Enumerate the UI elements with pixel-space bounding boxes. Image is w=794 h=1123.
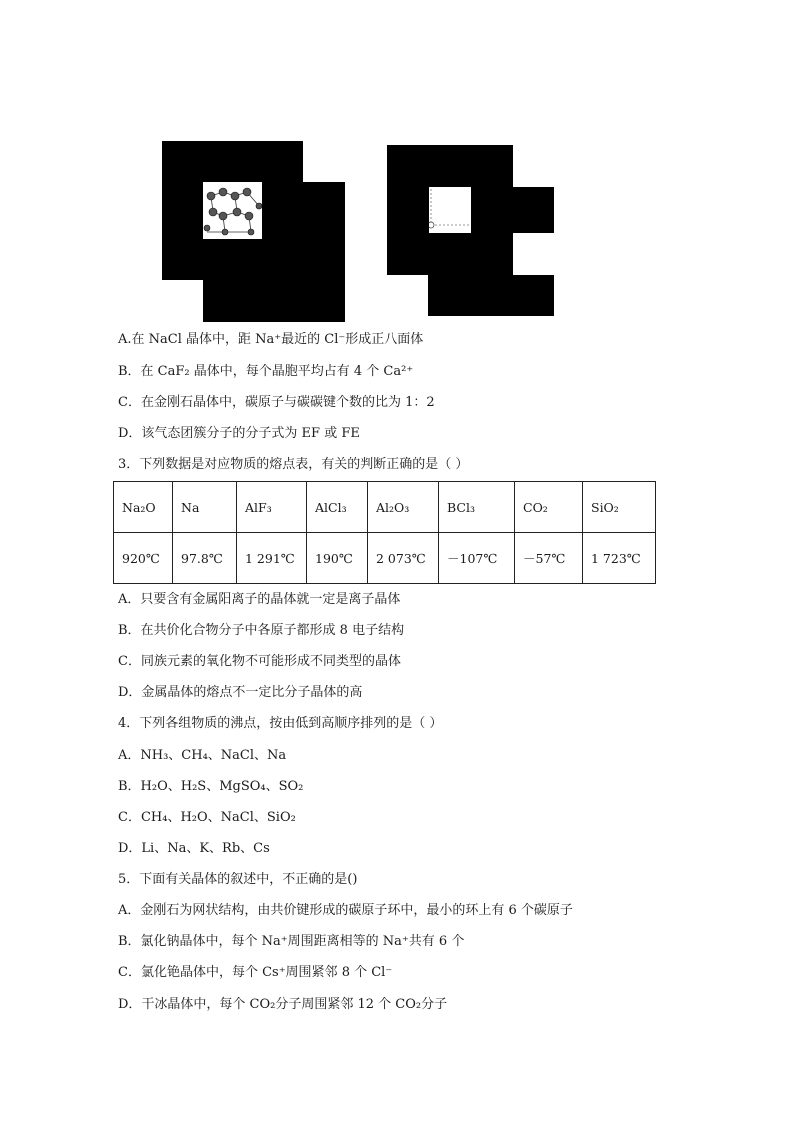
table-header-cell: BCl₃ — [439, 482, 515, 533]
q5-stem: 5．下面有关晶体的叙述中，不正确的是() — [118, 872, 358, 887]
table-row — [114, 533, 656, 584]
table-header-cell: Na₂O — [114, 482, 173, 533]
q4-option-a: A．NH₃、CH₄、NaCl、Na — [118, 748, 287, 763]
table-cell: －57℃ — [515, 533, 583, 584]
melting-point-table — [113, 481, 656, 584]
table-header-cell: AlF₃ — [237, 482, 307, 533]
table-cell: 920℃ — [114, 533, 173, 584]
q3-option-d: D．金属晶体的熔点不一定比分子晶体的高 — [118, 685, 363, 700]
table-cell: 97.8℃ — [173, 533, 237, 584]
q5-option-a: A．金刚石为网状结构，由共价键形成的碳原子环中，最小的环上有 6 个碳原子 — [118, 903, 573, 918]
q5-option-d: D．干冰晶体中，每个 CO₂分子周围紧邻 12 个 CO₂分子 — [118, 997, 448, 1012]
q4-stem: 4．下列各组物质的沸点，按由低到高顺序排列的是（ ） — [118, 716, 443, 731]
q5-option-b: B．氯化钠晶体中，每个 Na⁺周围距离相等的 Na⁺共有 6 个 — [118, 934, 465, 949]
q3-option-c: C．同族元素的氧化物不可能形成不同类型的晶体 — [118, 654, 401, 669]
table-header-row — [114, 482, 656, 533]
table-cell: 1 291℃ — [237, 533, 307, 584]
q3-option-b: B．在共价化合物分子中各原子都形成 8 电子结构 — [118, 623, 405, 638]
table-header-cell: SiO₂ — [583, 482, 656, 533]
q2-option-c: C．在金刚石晶体中，碳原子与碳碳键个数的比为 1：2 — [118, 395, 435, 410]
table-cell: 2 073℃ — [368, 533, 439, 584]
q2-option-a: A.在 NaCl 晶体中，距 Na⁺最近的 Cl⁻形成正八面体 — [118, 332, 424, 347]
q4-option-c: C．CH₄、H₂O、NaCl、SiO₂ — [118, 810, 296, 825]
table-cell: 1 723℃ — [583, 533, 656, 584]
q4-option-b: B．H₂O、H₂S、MgSO₄、SO₂ — [118, 779, 304, 794]
table-header-cell: AlCl₃ — [307, 482, 368, 533]
table-cell: －107℃ — [439, 533, 515, 584]
q3-stem: 3．下列数据是对应物质的熔点表，有关的判断正确的是（ ） — [118, 457, 469, 472]
table-header-cell: Al₂O₃ — [368, 482, 439, 533]
q3-option-a: A．只要含有金属阳离子的晶体就一定是离子晶体 — [118, 592, 401, 607]
table-header-cell: CO₂ — [515, 482, 583, 533]
q4-option-d: D．Li、Na、K、Rb、Cs — [118, 841, 270, 856]
diamond-structure-image — [203, 182, 262, 239]
table-cell: 190℃ — [307, 533, 368, 584]
q2-option-b: B．在 CaF₂ 晶体中，每个晶胞平均占有 4 个 Ca²⁺ — [118, 364, 414, 379]
q5-option-c: C．氯化铯晶体中，每个 Cs⁺周围紧邻 8 个 Cl⁻ — [118, 965, 393, 980]
table-header-cell: Na — [173, 482, 237, 533]
q2-option-d: D．该气态团簇分子的分子式为 EF 或 FE — [118, 426, 360, 441]
cluster-molecule-image — [429, 187, 471, 233]
